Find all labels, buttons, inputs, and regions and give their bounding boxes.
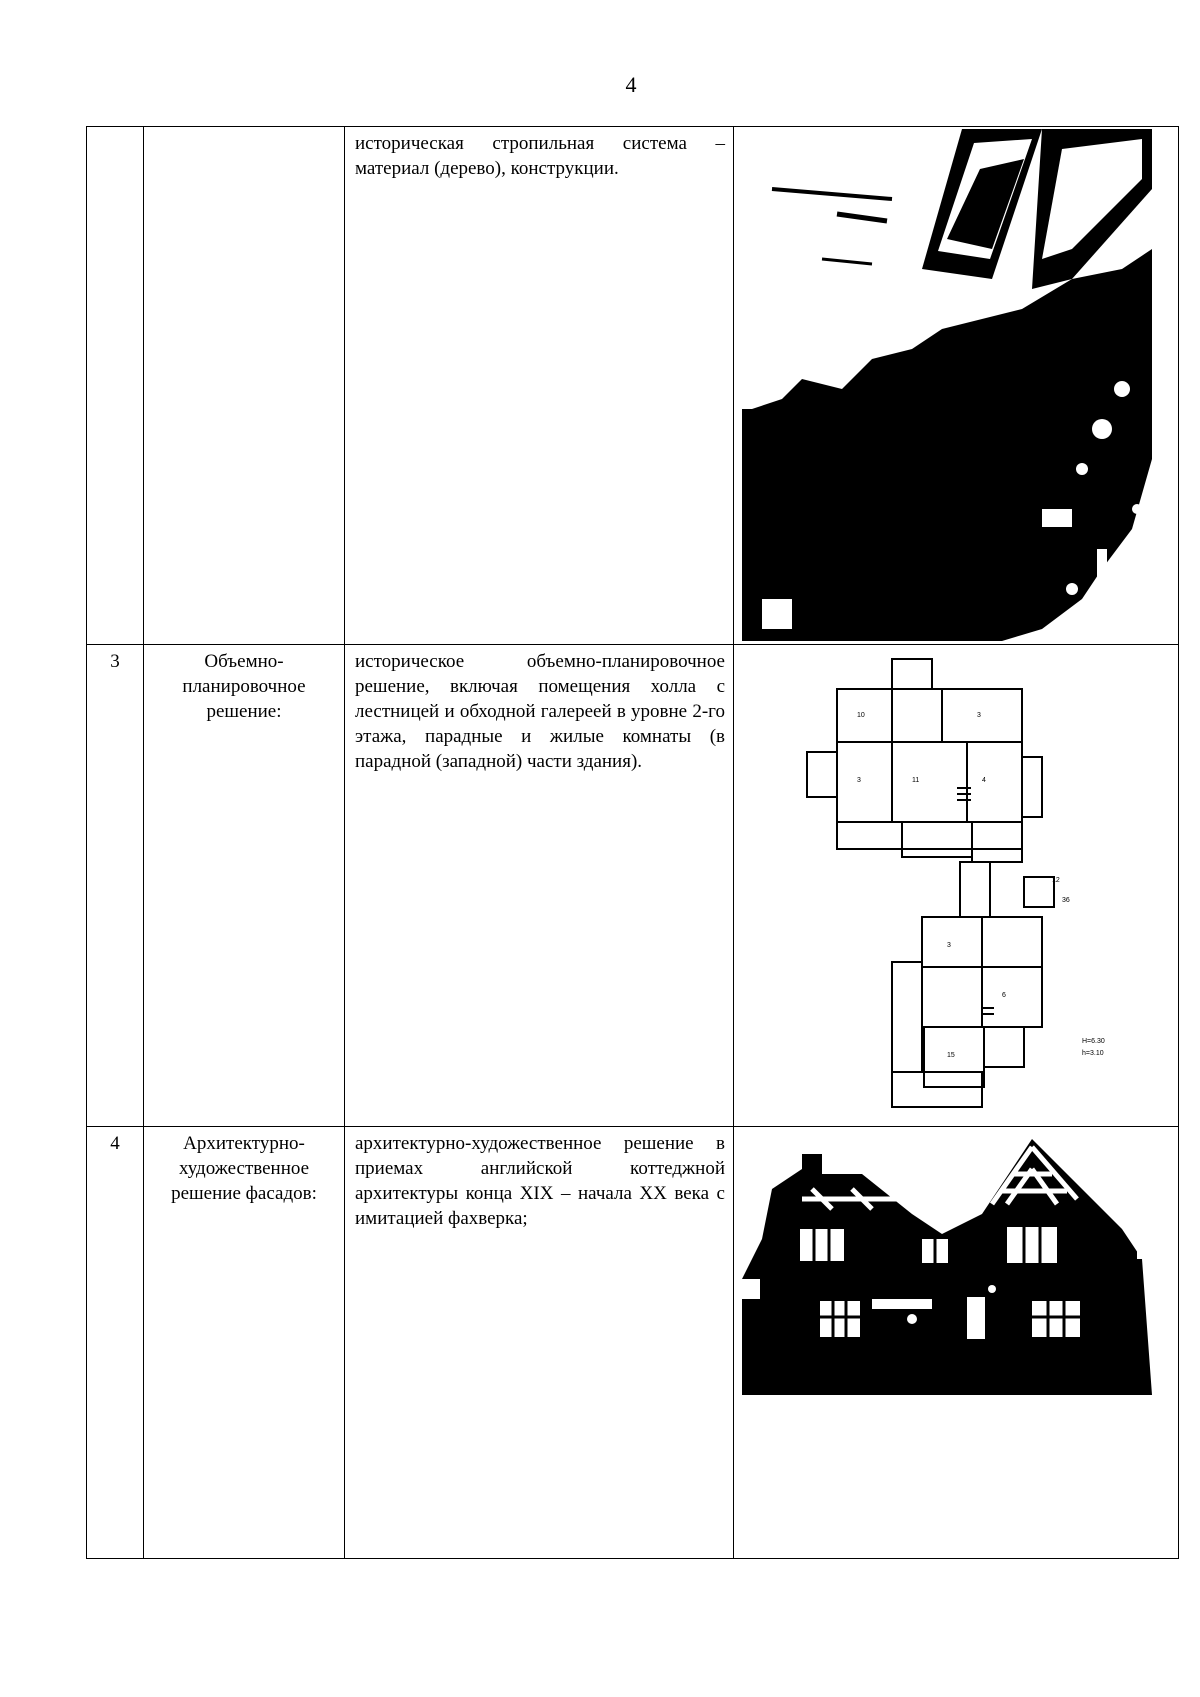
svg-text:10: 10 [857,712,865,719]
floor-plan-drawing [742,647,1160,1123]
svg-text:15: 15 [947,1052,955,1059]
heritage-table [86,126,1179,1559]
svg-text:3: 3 [857,777,861,784]
table-row [87,645,1179,1127]
row-number-cell: 3 [87,645,144,1127]
svg-text:3: 3 [947,942,951,949]
row-description-cell: историческое объемно-планировочное решение, включая помещения холла с лестницей и обходной галереей в уровне 2-го этажа, парадные и жилые комнаты (в парадной (западной) части здания). [345,645,734,1127]
row-image-cell [734,645,1179,1127]
row-image-cell [734,127,1179,645]
svg-text:h=3.10: h=3.10 [1082,1050,1104,1057]
row-number-cell: 4 [87,1127,144,1559]
svg-text:36: 36 [1062,897,1070,904]
table-row [87,1127,1179,1559]
row-description-cell: историческая стропильная система – материал (дерево), конструкции. [345,127,734,645]
svg-text:6: 6 [1002,992,1006,999]
row-name-cell [144,127,345,645]
facade-photo [742,1129,1160,1395]
page-number: 4 [625,72,637,97]
svg-text:3: 3 [977,712,981,719]
svg-text:H=6.30: H=6.30 [1082,1038,1105,1045]
row-name-cell: Объемно-планировочное решение: [144,645,345,1127]
row-description-cell: архитектурно-художественное решение в приемах английской коттеджной архитектуры конца XIX – начала XX века с имитацией фахверка; [345,1127,734,1559]
row-name-cell: Архитектурно-художественное решение фасадов: [144,1127,345,1559]
svg-text:11: 11 [912,777,920,784]
table-row [87,127,1179,645]
roof-rafters-photo [742,129,1160,641]
row-number-cell [87,127,144,645]
svg-text:12: 12 [1052,877,1060,884]
svg-text:4: 4 [982,777,986,784]
row-image-cell [734,1127,1179,1559]
